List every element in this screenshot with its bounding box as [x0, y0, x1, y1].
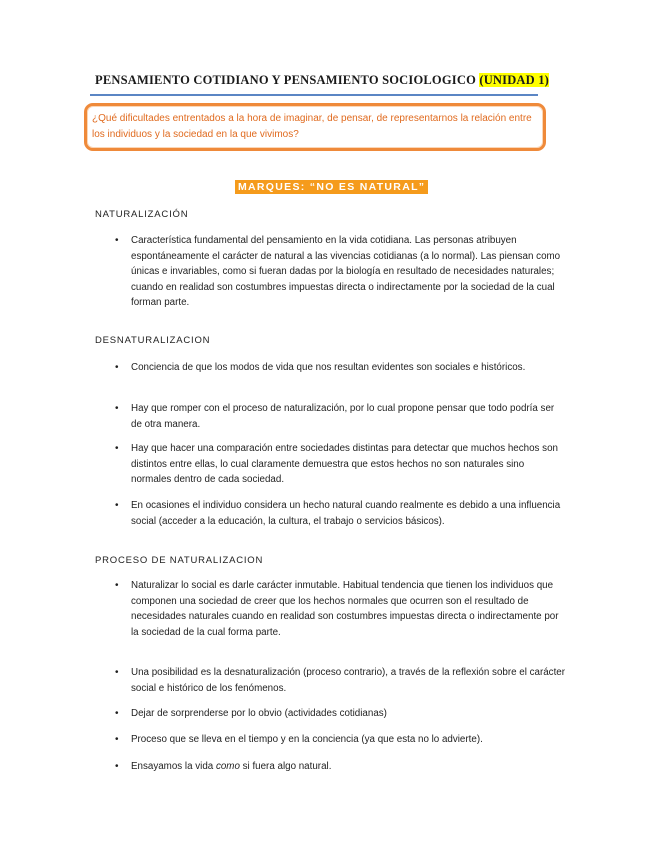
bullet-icon: • — [115, 403, 119, 414]
list-item — [115, 498, 566, 529]
list-item — [115, 732, 566, 748]
bullet-icon: • — [115, 500, 119, 511]
list-item-text: Hay que hacer una comparación entre sociedades distintas para detectar que muchos hechos son distintos entre ellas, lo cual claramente demuestra que estos hechos no son naturales sino normales dentro de cada sociedad. — [131, 443, 558, 485]
question-text: ¿Qué dificultades entrentados a la hora de imaginar, de pensar, de representarnos la relación entre los individuos y la sociedad en la que vivimos? — [92, 113, 532, 140]
list-item-text-before: Ensayamos la vida — [131, 761, 216, 772]
list-item-text: Proceso que se lleva en el tiempo y en la conciencia (ya que esta no lo advierte). — [131, 734, 483, 745]
heading-naturalizacion: NATURALIZACIÓN — [95, 209, 189, 220]
list-item-text: En ocasiones el individuo considera un hecho natural cuando realmente es debido a una influencia social (acceder a la educación, la cultura, el trabajo o servicios básicos). — [131, 500, 561, 527]
list-item-text-after: si fuera algo natural. — [239, 761, 332, 772]
list-item — [115, 441, 566, 488]
title-highlight: (UNIDAD 1) — [479, 73, 550, 87]
list-item-text: Hay que romper con el proceso de naturalización, por lo cual propone pensar que todo podría ser de otra manera. — [131, 403, 555, 430]
list-item — [115, 578, 566, 640]
list-item-text-italic: como — [215, 761, 240, 772]
list-item — [115, 360, 566, 376]
question-box — [84, 103, 546, 151]
list-item — [115, 759, 566, 775]
title-underline — [90, 94, 538, 96]
list-item — [115, 401, 566, 432]
document-title — [95, 73, 550, 88]
heading-proceso-naturalizacion: PROCESO DE NATURALIZACION — [95, 555, 264, 566]
title-text: PENSAMIENTO COTIDIANO Y PENSAMIENTO SOCIOLOGICO — [95, 73, 476, 87]
list-item-text: Una posibilidad es la desnaturalización (proceso contrario), a través de la reflexión sobre el carácter social e histórico de los fenómenos. — [131, 667, 566, 694]
list-item — [115, 665, 566, 696]
list-item-text: Dejar de sorprenderse por lo obvio (actividades cotidianas) — [131, 708, 387, 719]
heading-desnaturalizacion: DESNATURALIZACION — [95, 335, 211, 346]
list-item-text: Característica fundamental del pensamiento en la vida cotidiana. Las personas atribuyen espontáneamente el carácter de natural a las vivencias cotidianas (a lo normal). Las piensan como únicas e invariables, como si fueran dadas por la biología en resultado de necesidades naturales; cuando en realidad son costumbres impuestas directa o indirectamente por la sociedad de la cual forman parte. — [131, 235, 561, 308]
bullet-icon: • — [115, 362, 119, 373]
bullet-icon: • — [115, 708, 119, 719]
section-title: MARQUES: “NO ES NATURAL” — [235, 180, 428, 194]
bullet-icon: • — [115, 761, 119, 772]
bullet-icon: • — [115, 580, 119, 591]
list-item-text: Conciencia de que los modos de vida que nos resultan evidentes son sociales e históricos. — [131, 362, 526, 373]
list-item-text: Naturalizar lo social es darle carácter inmutable. Habitual tendencia que tienen los individuos que componen una sociedad de creer que los hechos normales que ocurren son el resultado de necesidades naturales cuando en realidad son costumbres impuestas directa o indirectamente por la sociedad de la cual forma parte. — [131, 580, 559, 638]
list-item — [115, 706, 566, 722]
bullet-icon: • — [115, 235, 119, 246]
list-item — [115, 233, 566, 311]
bullet-icon: • — [115, 734, 119, 745]
bullet-icon: • — [115, 443, 119, 454]
bullet-icon: • — [115, 667, 119, 678]
